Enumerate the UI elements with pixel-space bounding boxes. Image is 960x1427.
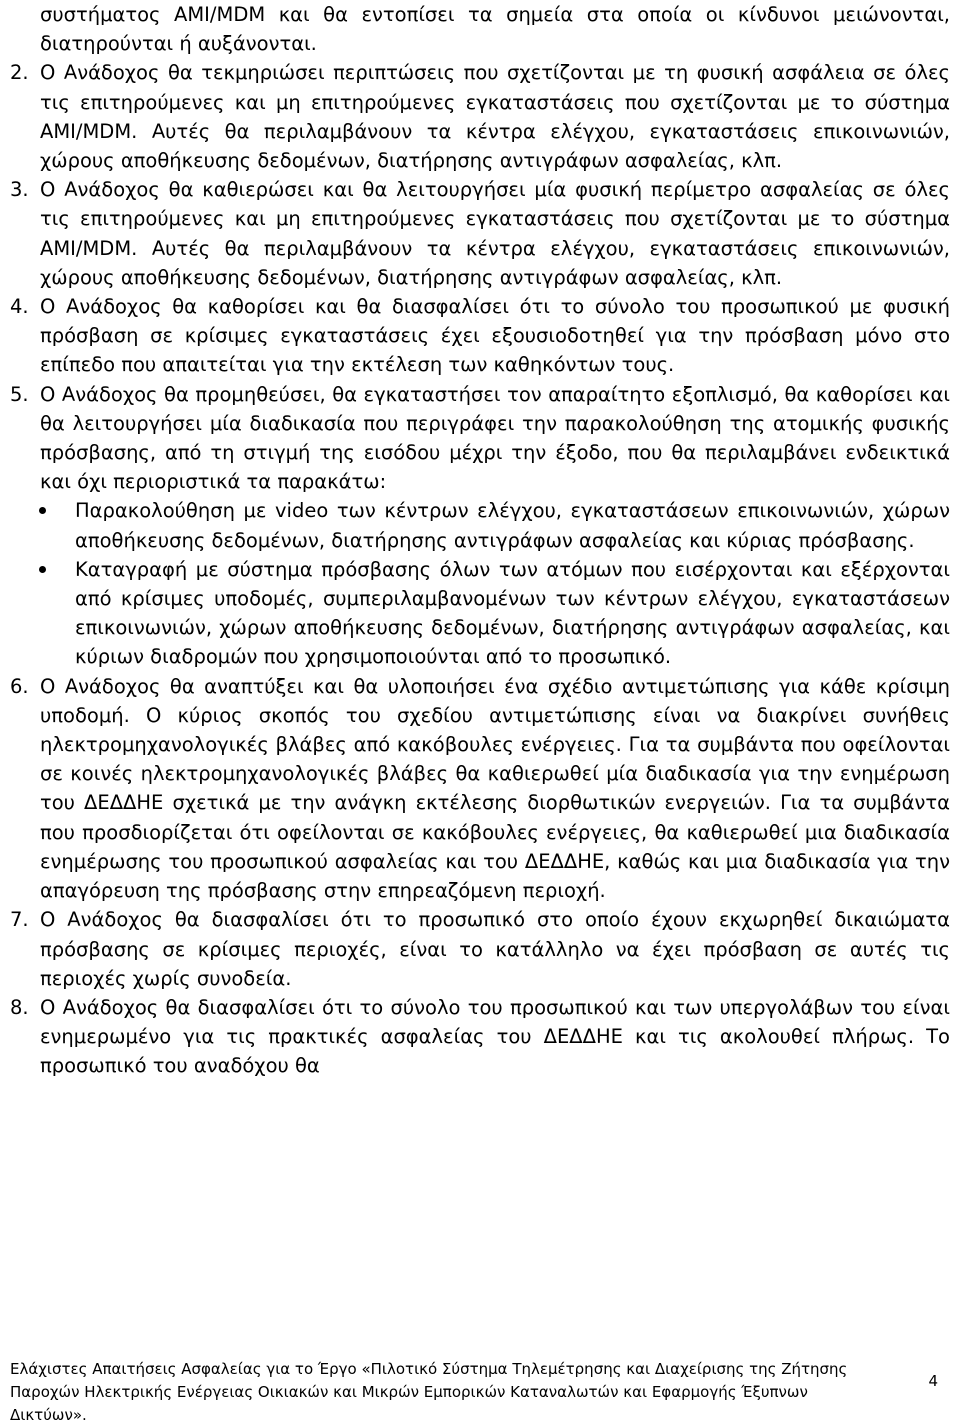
- intro-paragraph: συστήματος AMI/MDM και θα εντοπίσει τα σημεία στα οποία οι κίνδυνοι μειώνονται, διατηρούνται ή αυξάνονται.: [40, 3, 950, 56]
- page-footer: [10, 1358, 950, 1427]
- bullet-list: [10, 496, 950, 671]
- document-body: [10, 0, 950, 1081]
- item-number: 6.: [10, 674, 29, 698]
- list-item-5: [10, 380, 950, 672]
- footer-text: Ελάχιστες Απαιτήσεις Ασφαλείας για το Έργο «Πιλοτικό Σύστημα Τηλεμέτρησης και Διαχείρισης της Ζήτησης Παροχών Ηλεκτρικής Ενέργειας Οικιακών και Μικρών Εμπορικών Καταναλωτών και Εφαρμογής Έξυπνων Δικτύων».: [10, 1360, 848, 1424]
- item-number: 3.: [10, 178, 29, 202]
- list-item-3: [10, 175, 950, 292]
- item-content: [40, 380, 950, 672]
- item-text: Ο Ανάδοχος θα αναπτύξει και θα υλοποιήσει ένα σχέδιο αντιμετώπισης για κάθε κρίσιμη υποδομή. Ο κύριος σκοπός του σχεδίου αντιμετώπισης είναι να διακρίνει συνήθεις ηλεκτρομηχανολογικές βλάβες από κακόβουλες ενέργειες. Για τα συμβάντα που οφείλονται σε κοινές ηλεκτρομηχανολογικές βλάβες θα καθιερωθεί μία διαδικασία για την ενημέρωση του ΔΕΔΔΗΕ σχετικά με την ανάγκη εκτέλεσης διορθωτικών ενεργειών. Για τα συμβάντα που προσδιορίζεται ότι οφείλονται σε κακόβουλες ενέργειες, θα καθιερωθεί μια διαδικασία ενημέρωσης του προσωπικού ασφαλείας και του ΔΕΔΔΗΕ, καθώς και μια διαδικασία για την απαγόρευση της πρόσβασης στην επηρεαζόμενη περιοχή.: [40, 674, 950, 903]
- list-item-4: [10, 292, 950, 380]
- item-text: Ο Ανάδοχος θα καθιερώσει και θα λειτουργήσει μία φυσική περίμετρο ασφαλείας σε όλες τις επιτηρούμενες και μη επιτηρούμενες εγκαταστάσεις που σχετίζονται με το σύστημα AMI/MDM. Αυτές θα περιλαμβάνουν τα κέντρα ελέγχου, εγκαταστάσεις επικοινωνιών, χώρους αποθήκευσης δεδομένων, διατήρησης αντιγράφων ασφαλείας, κλπ.: [40, 178, 950, 289]
- list-item-7: [10, 905, 950, 993]
- bullet-text: Καταγραφή με σύστημα πρόσβασης όλων των ατόμων που εισέρχονται και εξέρχονται από κρίσιμες υποδομές, συμπεριλαμβανομένων των κέντρων ελέγχου, εγκαταστάσεων επικοινωνιών, χώρων αποθήκευσης δεδομένων, διατήρησης αντιγράφων ασφαλείας, και κύριων διαδρομών που χρησιμοποιούνται από το προσωπικό.: [75, 557, 950, 669]
- list-item-8: [10, 993, 950, 1081]
- item-text: Ο Ανάδοχος θα τεκμηριώσει περιπτώσεις που σχετίζονται με τη φυσική ασφάλεια σε όλες τις επιτηρούμενες και μη επιτηρούμενες εγκαταστάσεις που σχετίζονται με το σύστημα AMI/MDM. Αυτές θα περιλαμβάνουν τα κέντρα ελέγχου, εγκαταστάσεις επικοινωνιών, χώρους αποθήκευσης δεδομένων, διατήρησης αντιγράφων ασφαλείας, κλπ.: [40, 61, 950, 173]
- item-text: Ο Ανάδοχος θα διασφαλίσει ότι το σύνολο του προσωπικού και των υπεργολάβων του είναι ενημερωμένο για τις πρακτικές ασφαλείας του ΔΕΔΔΗΕ και τις ακολουθεί πλήρως. Το προσωπικό του αναδόχου θα: [40, 995, 950, 1078]
- item-text: Ο Ανάδοχος θα διασφαλίσει ότι το προσωπικό στο οποίο έχουν εκχωρηθεί δικαιώματα πρόσβασης σε κρίσιμες περιοχές, είναι το κατάλληλο να έχει πρόσβαση σε αυτές τις περιοχές χωρίς συνοδεία.: [40, 908, 950, 990]
- page-number: 4: [928, 1372, 938, 1390]
- item-number: 4.: [10, 295, 29, 319]
- item-text: Ο Ανάδοχος θα καθορίσει και θα διασφαλίσει ότι το σύνολο του προσωπικού με φυσική πρόσβαση σε κρίσιμες εγκαταστάσεις έχει εξουσιοδοτηθεί για την πρόσβαση μόνο στο επίπεδο που απαιτείται για την εκτέλεση των καθηκόντων τους.: [40, 295, 950, 377]
- item-number: 2.: [10, 61, 29, 85]
- item-number: 8.: [10, 995, 29, 1019]
- item-text: Ο Ανάδοχος θα προμηθεύσει, θα εγκαταστήσει τον απαραίτητο εξοπλισμό, θα καθορίσει και θα λειτουργήσει μία διαδικασία που περιγράφει την παρακολούθηση της ατομικής φυσικής πρόσβασης, από τη στιγμή της εισόδου μέχρι την έξοδο, που θα περιλαμβάνει ενδεικτικά και όχι περιοριστικά τα παρακάτω:: [40, 382, 950, 494]
- bullet-icon: [10, 496, 75, 554]
- list-item-6: [10, 672, 950, 906]
- bullet-item: [10, 496, 950, 554]
- bullet-item: [10, 555, 950, 672]
- list-item-2: [10, 58, 950, 175]
- item-number: 5.: [10, 382, 29, 406]
- bullet-text: Παρακολούθηση με video των κέντρων ελέγχου, εγκαταστάσεων επικοινωνιών, χώρων αποθήκευσης δεδομένων, διατήρησης αντιγράφων ασφαλείας και κύριας πρόσβασης.: [75, 499, 950, 552]
- bullet-icon: [10, 555, 75, 672]
- item-number: 7.: [10, 908, 29, 932]
